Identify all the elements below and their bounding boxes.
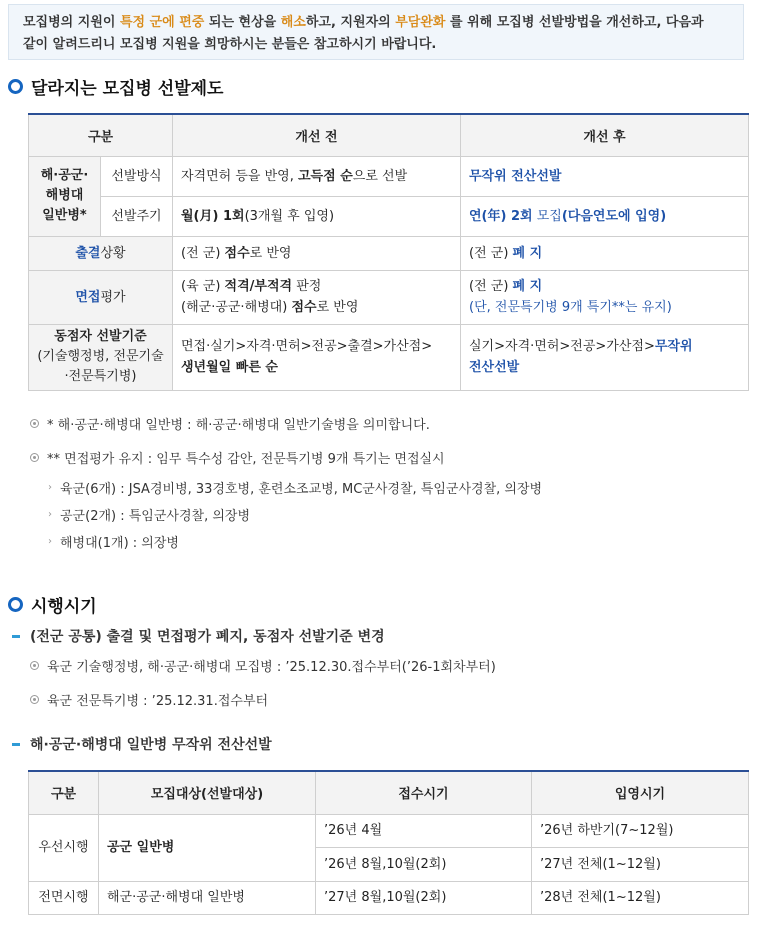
circle-bullet-icon — [30, 419, 39, 428]
subsection-random-selection: 해·공군·해병대 일반병 무작위 전산선발 — [12, 733, 272, 755]
circle-bullet-icon — [30, 661, 39, 670]
tie-before: 면접·실기>자격·면허>전공>출결>가산점> 생년월일 빠른 순 — [173, 324, 461, 390]
table-header-row — [29, 114, 749, 156]
note-interview-kept: ** 면접평가 유지 : 임무 특수성 감안, 전문특기병 9개 특기는 면접실시 — [30, 448, 445, 467]
header-application-period: 접수시기 — [316, 771, 532, 814]
application-period: ’26년 8월,10월(2회) — [316, 847, 532, 881]
attendance-before: (전 군) 점수로 반영 — [173, 236, 461, 270]
row-label-attendance: 출결상황 — [29, 236, 173, 270]
tie-after: 실기>자격·면허>전공>가산점>무작위 전산선발 — [461, 324, 749, 390]
header-category: 구분 — [29, 771, 99, 814]
table-row-method — [29, 156, 749, 196]
chevron-right-icon: › — [48, 482, 52, 493]
chevron-right-icon: › — [48, 536, 52, 547]
dash-bullet-icon — [12, 743, 20, 746]
list-item-army: › 육군(6개) : JSA경비병, 33경호병, 훈련소조교병, MC군사경찰, 특임군사경찰, 의장병 — [48, 482, 543, 497]
list-item-airforce: › 공군(2개) : 특임군사경찰, 의장병 — [48, 509, 251, 524]
list-item-marines: › 해병대(1개) : 의장병 — [48, 536, 179, 551]
ring-bullet-icon — [8, 79, 23, 94]
section-title-effective-date: 시행시기 — [8, 592, 97, 616]
method-after: 무작위 전산선발 — [461, 156, 749, 196]
table-row-attendance — [29, 236, 749, 270]
attendance-after: (전 군) 폐 지 — [461, 236, 749, 270]
interview-before: (육 군) 적격/부적격 판정 (해군·공군·해병대) 점수로 반영 — [173, 270, 461, 324]
ring-bullet-icon — [8, 597, 23, 612]
row-label-full: 전면시행 — [29, 881, 99, 914]
table-row-interview — [29, 270, 749, 324]
section-title-selection-system: 달라지는 모집병 선발제도 — [8, 74, 223, 98]
group-label-general-soldier: 해·공군· 해병대 일반병* — [29, 156, 101, 236]
method-before: 자격면허 등을 반영, 고득점 순으로 선발 — [173, 156, 461, 196]
target-airforce: 공군 일반병 — [99, 814, 316, 881]
table-row-tie-break — [29, 324, 749, 390]
application-period: ’27년 8월,10월(2회) — [316, 881, 532, 914]
table-row — [29, 814, 749, 847]
note-army-specialist: 육군 전문특기병 : ’25.12.31.접수부터 — [30, 690, 268, 709]
row-label-tie-break: 동점자 선발기준 (기술행정병, 전문기술 ·전문특기병) — [29, 324, 173, 390]
enlistment-period: ’27년 전체(1~12월) — [532, 847, 749, 881]
header-target: 모집대상(선발대상) — [99, 771, 316, 814]
notice-line-2: 같이 알려드리니 모집병 지원을 희망하시는 분들은 참고하시기 바랍니다. — [23, 37, 437, 52]
subsection-common: (전군 공통) 출결 및 면접평가 폐지, 동점자 선발기준 변경 — [12, 625, 385, 647]
cycle-before: 월(月) 1회(3개월 후 입영) — [173, 196, 461, 236]
header-after: 개선 후 — [461, 114, 749, 156]
circle-bullet-icon — [30, 695, 39, 704]
comparison-table — [28, 113, 749, 391]
table-row — [29, 881, 749, 914]
notice-line-1: 모집병의 지원이 특정 군에 편중 되는 현상을 해소하고, 지원자의 부담완화 를 위해 모집병 선발방법을 개선하고, 다음과 — [23, 15, 704, 30]
dash-bullet-icon — [12, 635, 20, 638]
note-general-soldier: * 해·공군·해병대 일반병 : 해·공군·해병대 일반기술병을 의미합니다. — [30, 414, 430, 433]
header-enlistment-period: 입영시기 — [532, 771, 749, 814]
schedule-header-row — [29, 771, 749, 814]
row-label-priority: 우선시행 — [29, 814, 99, 881]
schedule-table — [28, 770, 749, 915]
interview-after: (전 군) 폐 지 (단, 전문특기병 9개 특기**는 유지) — [461, 270, 749, 324]
circle-bullet-icon — [30, 453, 39, 462]
header-before: 개선 전 — [173, 114, 461, 156]
row-label-method: 선발방식 — [101, 156, 173, 196]
row-label-cycle: 선발주기 — [101, 196, 173, 236]
chevron-right-icon: › — [48, 509, 52, 520]
enlistment-period: ’26년 하반기(7~12월) — [532, 814, 749, 847]
table-row-cycle — [29, 196, 749, 236]
enlistment-period: ’28년 전체(1~12월) — [532, 881, 749, 914]
header-category: 구분 — [29, 114, 173, 156]
application-period: ’26년 4월 — [316, 814, 532, 847]
notice-box — [8, 4, 744, 60]
note-army-tech: 육군 기술행정병, 해·공군·해병대 모집병 : ’25.12.30.접수부터(’26-1회차부터) — [30, 656, 496, 675]
target-all: 해군·공군·해병대 일반병 — [99, 881, 316, 914]
row-label-interview: 면접평가 — [29, 270, 173, 324]
cycle-after: 연(年) 2회 모집(다음연도에 입영) — [461, 196, 749, 236]
